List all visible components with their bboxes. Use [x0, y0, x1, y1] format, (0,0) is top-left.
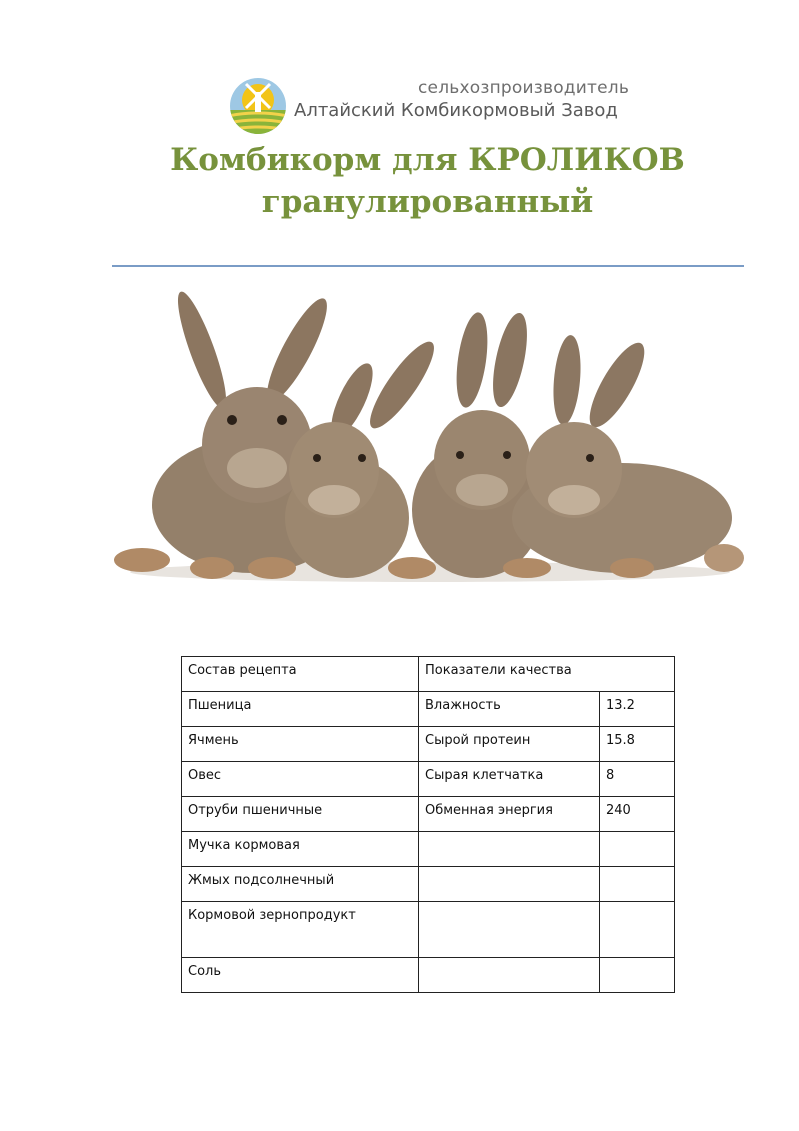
header-quality: Показатели качества	[419, 657, 675, 692]
indicator-cell	[419, 958, 600, 993]
feed-spec-table	[181, 656, 675, 993]
table-row	[182, 692, 675, 727]
company-name: Алтайский Комбикормовый Завод	[294, 100, 618, 121]
value-cell: 240	[600, 797, 675, 832]
windmill-logo-icon	[228, 76, 288, 136]
table-row	[182, 762, 675, 797]
ingredient-cell: Соль	[182, 958, 419, 993]
ingredient-cell: Ячмень	[182, 727, 419, 762]
indicator-cell: Сырая клетчатка	[419, 762, 600, 797]
ingredient-cell: Отруби пшеничные	[182, 797, 419, 832]
table-row	[182, 832, 675, 867]
indicator-cell: Обменная энергия	[419, 797, 600, 832]
indicator-cell	[419, 902, 600, 958]
indicator-cell	[419, 867, 600, 902]
table-row	[182, 958, 675, 993]
table-row	[182, 727, 675, 762]
product-title-line2: гранулированный	[261, 184, 594, 220]
value-cell: 13.2	[600, 692, 675, 727]
value-cell: 8	[600, 762, 675, 797]
header-composition: Состав рецепта	[182, 657, 419, 692]
value-cell: 15.8	[600, 727, 675, 762]
value-cell	[600, 958, 675, 993]
value-cell	[600, 832, 675, 867]
rabbits-photo	[112, 290, 748, 590]
company-header	[228, 74, 648, 144]
indicator-cell: Влажность	[419, 692, 600, 727]
company-subtitle: сельхозпроизводитель	[418, 78, 630, 98]
ingredient-cell: Пшеница	[182, 692, 419, 727]
table-row	[182, 902, 675, 958]
table-row	[182, 867, 675, 902]
divider	[112, 265, 744, 267]
ingredient-cell: Кормовой зернопродукт	[182, 902, 419, 958]
ingredient-cell: Овес	[182, 762, 419, 797]
product-title-line1: Комбикорм для КРОЛИКОВ	[170, 142, 685, 178]
ingredient-cell: Жмых подсолнечный	[182, 867, 419, 902]
ingredient-cell: Мучка кормовая	[182, 832, 419, 867]
table-header-row	[182, 657, 675, 692]
value-cell	[600, 867, 675, 902]
indicator-cell: Сырой протеин	[419, 727, 600, 762]
rabbit-illustration	[512, 334, 744, 578]
table-row	[182, 797, 675, 832]
value-cell	[600, 902, 675, 958]
indicator-cell	[419, 832, 600, 867]
